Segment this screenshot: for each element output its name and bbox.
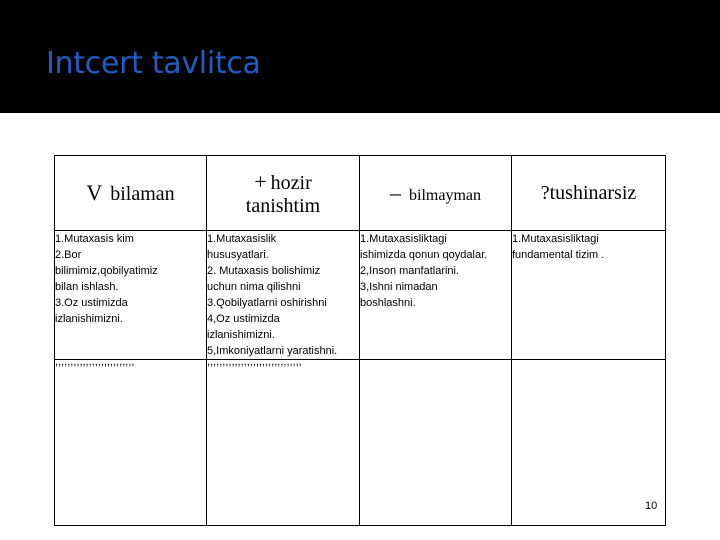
cell-line: bilan ishlash.	[55, 281, 119, 293]
cell-unclear-extra	[512, 360, 666, 526]
plus-symbol: +	[254, 168, 267, 194]
header-unclear	[512, 156, 666, 231]
cell-line: 2,Inson manfatlarini.	[360, 265, 460, 277]
header-new-label-1: hozir	[270, 171, 312, 194]
cell-line: hususyatlari.	[207, 249, 269, 261]
check-symbol: V	[86, 180, 103, 205]
minus-symbol: –	[390, 180, 401, 205]
cell-line: 1.Mutaxasis kim	[55, 233, 134, 245]
header-know	[55, 156, 207, 231]
dots-placeholder: ,,,,,,,,,,,,,,,,,,,,,,,,,,,,,,,	[207, 356, 302, 368]
cell-line: ishimizda qonun qoydalar.	[360, 249, 488, 261]
header-know-label: bilaman	[110, 183, 175, 205]
cell-line: 2.Bor	[55, 249, 82, 261]
cell-line: 1.Mutaxasisliktagi	[360, 233, 447, 245]
cell-know-extra	[55, 356, 207, 526]
header-unclear-label: ?tushinarsiz	[540, 181, 637, 204]
cell-line: 3.Oz ustimizda	[55, 297, 128, 309]
cell-unclear	[512, 231, 666, 360]
cell-new	[207, 231, 360, 360]
dots-placeholder: ,,,,,,,,,,,,,,,,,,,,,,,,,,	[55, 356, 135, 368]
cell-dont-know-extra	[360, 360, 512, 526]
table-header-row	[55, 156, 666, 231]
table-content-row	[55, 231, 666, 360]
cell-line: 1.Mutaxasislik	[207, 233, 277, 245]
header-new-label-2: tanishtim	[245, 194, 321, 217]
slide-title: Intcert tavlitca	[46, 46, 261, 81]
cell-line: 3.Qobilyatlarni oshirishni	[207, 297, 327, 309]
cell-know	[55, 231, 207, 360]
cell-line: 4,Oz ustimizda	[207, 313, 280, 325]
table-empty-row	[55, 360, 666, 526]
cell-new-extra	[207, 356, 360, 526]
cell-line: 5,Imkoniyatlarni yaratishni.	[207, 345, 338, 357]
cell-line: bilimimiz,qobilyatimiz	[55, 265, 158, 277]
cell-line: fundamental tizim .	[512, 249, 605, 261]
cell-line: 1.Mutaxasisliktagi	[512, 233, 599, 245]
cell-line: 3,Ishni nimadan	[360, 281, 438, 293]
header-new	[207, 156, 360, 231]
header-dont-know	[360, 156, 512, 231]
title-bar	[0, 0, 720, 113]
cell-dont-know	[360, 231, 512, 360]
insert-table	[54, 155, 666, 526]
header-dont-know-label: bilmayman	[409, 187, 481, 204]
cell-line: izlanishimizni.	[55, 313, 123, 325]
cell-line: 2. Mutaxasis bolishimiz	[207, 265, 321, 277]
cell-line: boshlashni.	[360, 297, 416, 309]
cell-line: uchun nima qilishni	[207, 281, 301, 293]
cell-line: izlanishimizni.	[207, 329, 275, 341]
page-number: 10	[645, 500, 658, 512]
